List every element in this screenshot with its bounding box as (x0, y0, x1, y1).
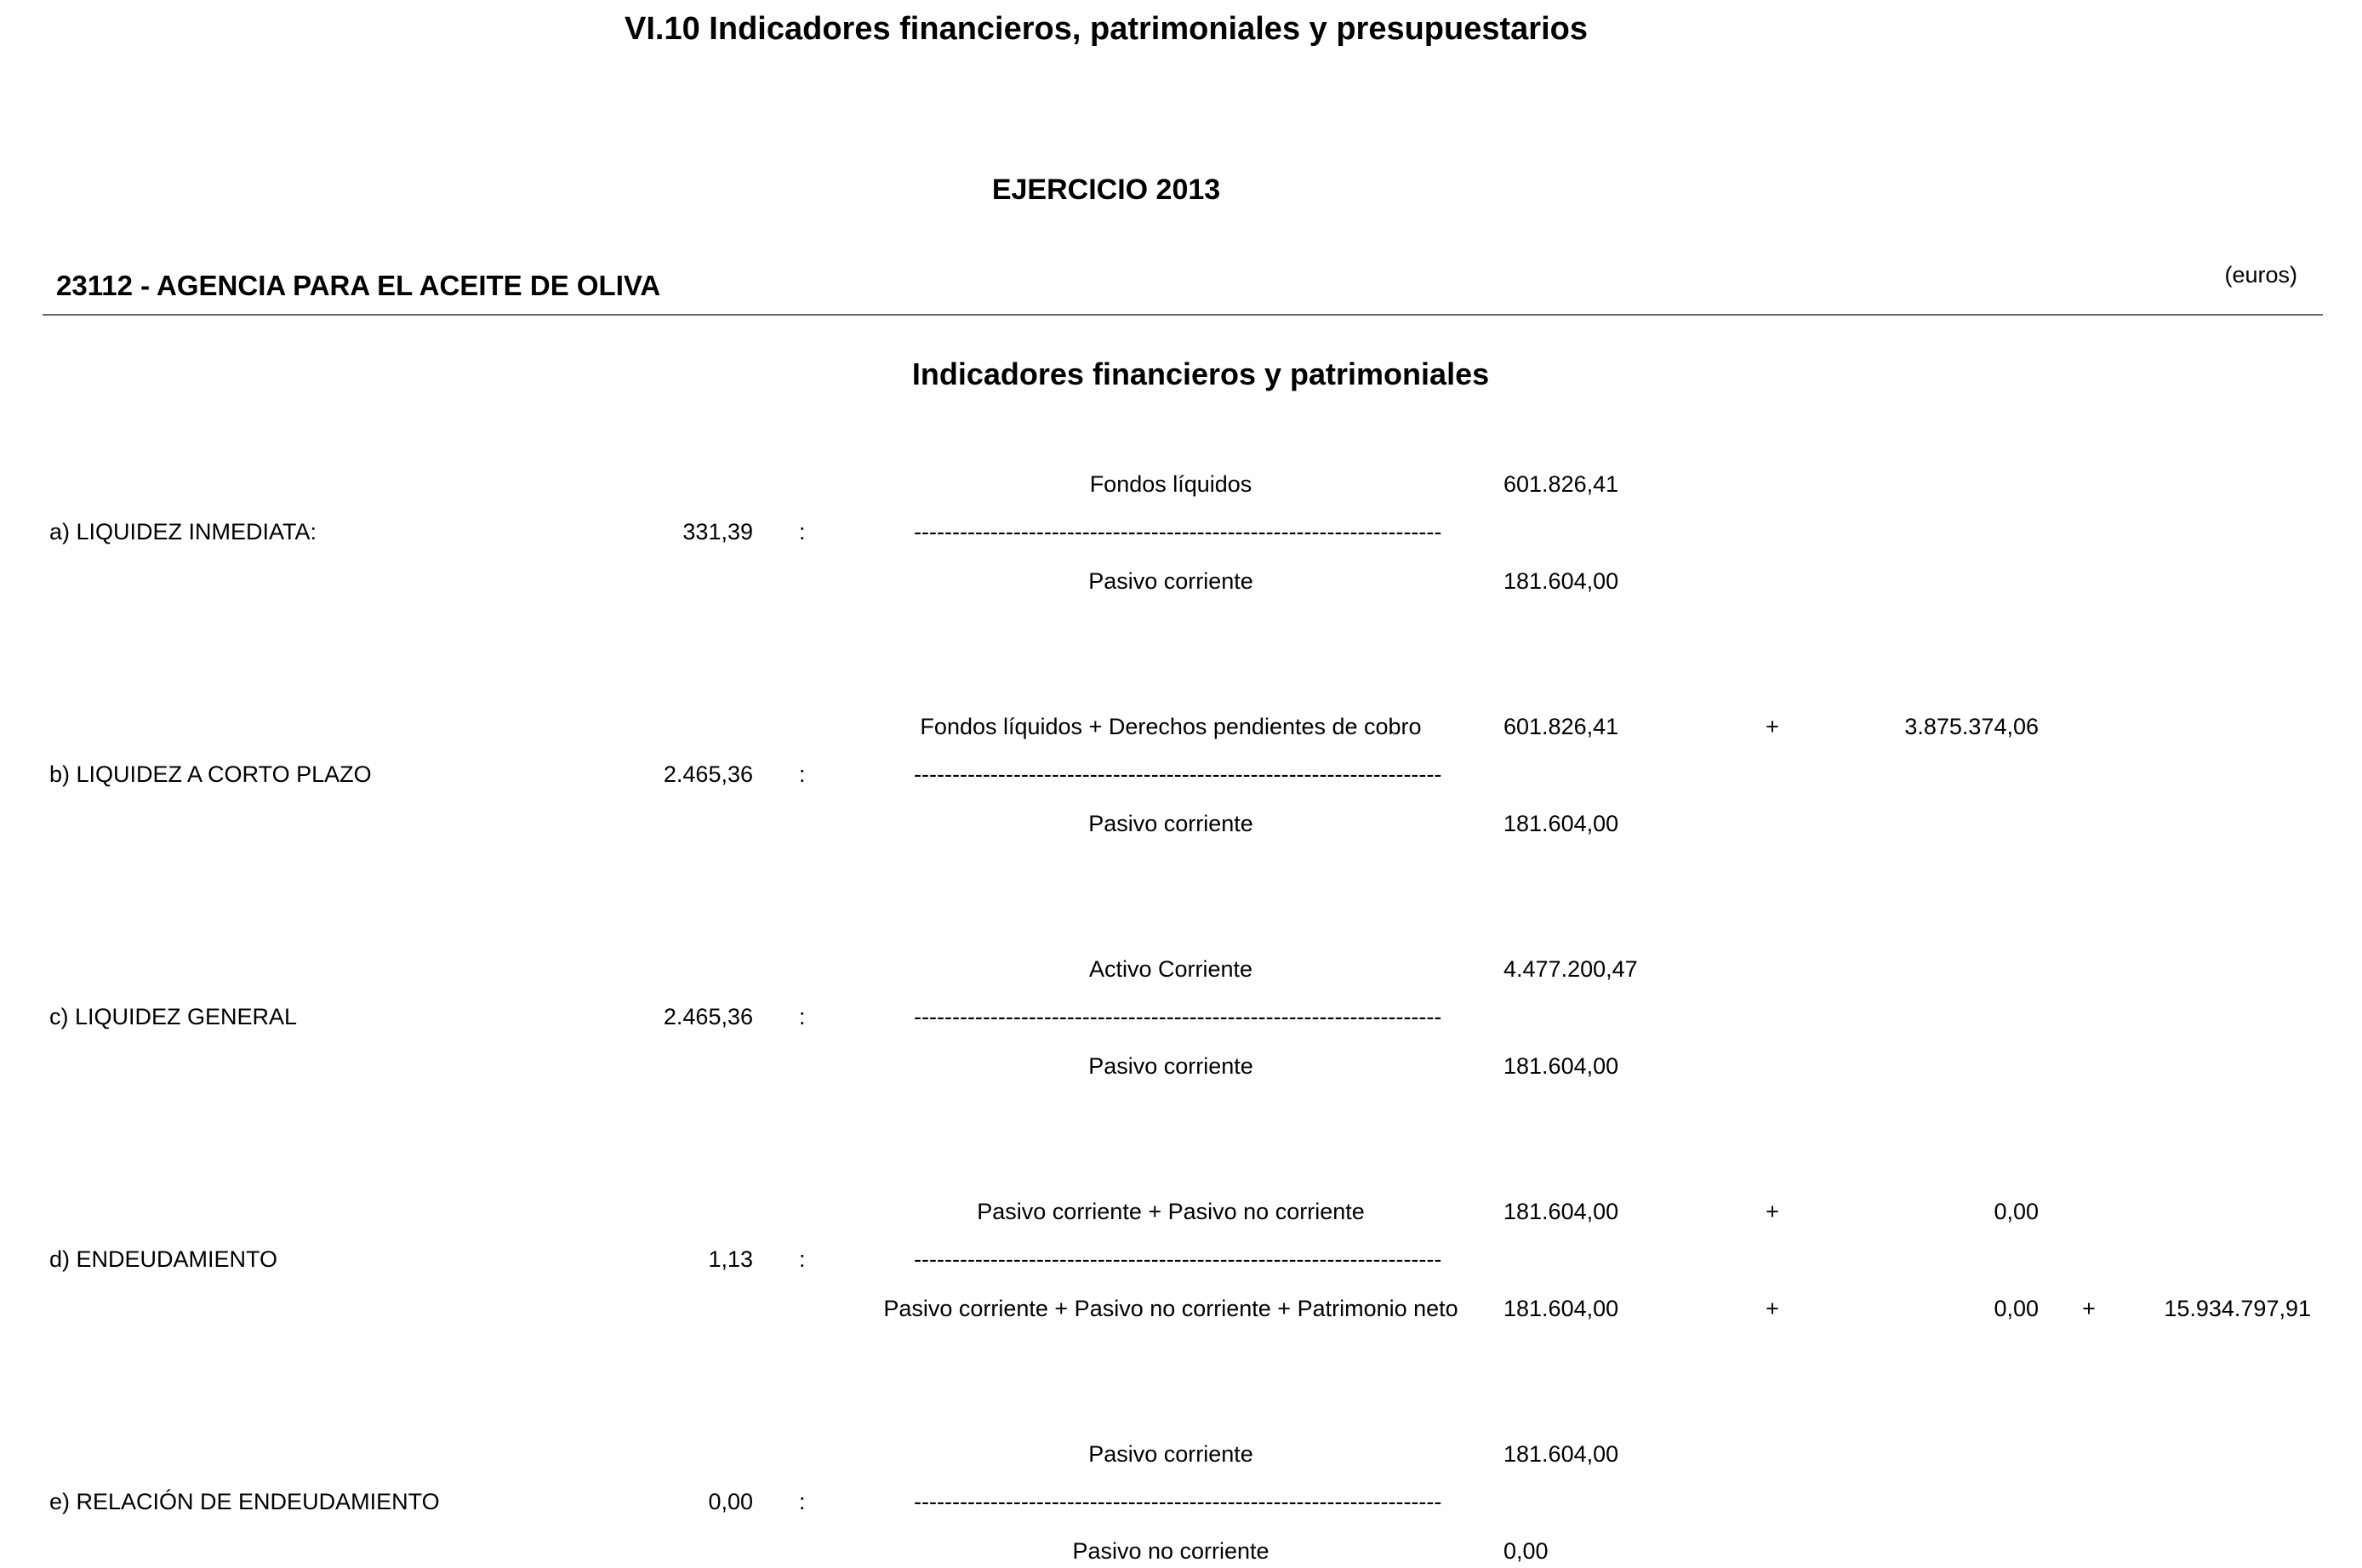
denominator-label: Pasivo no corriente (1072, 1538, 1269, 1564)
fraction-separator: --------------------------------------------------------------------- (914, 519, 1442, 545)
fraction-separator: --------------------------------------------------------------------- (914, 1004, 1442, 1029)
indicator-label: d) ENDEUDAMIENTO (49, 1246, 278, 1272)
numerator-value-2: 3.875.374,06 (1904, 714, 2039, 739)
indicator-label: a) LIQUIDEZ INMEDIATA: (49, 519, 317, 545)
indicator-value: 1,13 (708, 1246, 753, 1272)
denominator-label: Pasivo corriente + Pasivo no corriente + Patrimonio neto (883, 1296, 1458, 1321)
indicator-colon: : (799, 761, 806, 787)
denominator-value-1: 181.604,00 (1503, 811, 1619, 836)
numerator-value-2: 0,00 (1994, 1199, 2039, 1224)
numerator-label: Pasivo corriente + Pasivo no corriente (977, 1199, 1365, 1224)
indicator-label: b) LIQUIDEZ A CORTO PLAZO (49, 761, 372, 787)
indicator-value: 2.465,36 (663, 761, 753, 787)
numerator-value-1: 181.604,00 (1503, 1441, 1619, 1467)
indicator-value: 331,39 (682, 519, 753, 545)
numerator-label: Fondos líquidos + Derechos pendientes de cobro (920, 714, 1422, 739)
fraction-separator: --------------------------------------------------------------------- (914, 1489, 1442, 1514)
indicator-colon: : (799, 1246, 806, 1272)
denominator-operator-2: + (2082, 1296, 2096, 1321)
numerator-value-1: 181.604,00 (1503, 1199, 1619, 1224)
fraction-separator: --------------------------------------------------------------------- (914, 1246, 1442, 1272)
denominator-value-1: 181.604,00 (1503, 1296, 1619, 1321)
section-title: Indicadores financieros y patrimoniales (911, 356, 1490, 391)
fraction-separator: --------------------------------------------------------------------- (914, 761, 1442, 787)
denominator-value-1: 0,00 (1503, 1538, 1549, 1564)
numerator-label: Fondos líquidos (1089, 471, 1252, 497)
numerator-label: Pasivo corriente (1088, 1441, 1253, 1467)
denominator-value-3: 15.934.797,91 (2164, 1296, 2311, 1321)
numerator-label: Activo Corriente (1088, 956, 1253, 982)
indicator-label: c) LIQUIDEZ GENERAL (49, 1004, 298, 1029)
numerator-value-1: 4.477.200,47 (1503, 956, 1638, 982)
exercise-year: EJERCICIO 2013 (991, 174, 1221, 206)
indicator-colon: : (799, 1489, 806, 1514)
document-title: VI.10 Indicadores financieros, patrimoniales y presupuestarios (625, 11, 1588, 47)
numerator-value-1: 601.826,41 (1503, 471, 1619, 497)
header-divider (43, 314, 2323, 316)
denominator-value-1: 181.604,00 (1503, 1053, 1619, 1079)
entity-name: 23112 - AGENCIA PARA EL ACEITE DE OLIVA (56, 270, 661, 301)
denominator-operator-1: + (1766, 1296, 1779, 1321)
currency-units: (euros) (2224, 262, 2297, 288)
denominator-value-2: 0,00 (1994, 1296, 2039, 1321)
denominator-label: Pasivo corriente (1088, 811, 1253, 836)
numerator-operator-1: + (1766, 714, 1779, 739)
indicator-value: 0,00 (708, 1489, 753, 1514)
denominator-value-1: 181.604,00 (1503, 568, 1619, 594)
indicator-colon: : (799, 1004, 806, 1029)
numerator-value-1: 601.826,41 (1503, 714, 1619, 739)
denominator-label: Pasivo corriente (1088, 1053, 1253, 1079)
indicator-label: e) RELACIÓN DE ENDEUDAMIENTO (49, 1489, 440, 1514)
denominator-label: Pasivo corriente (1088, 568, 1253, 594)
numerator-operator-1: + (1766, 1199, 1779, 1224)
indicator-colon: : (799, 519, 806, 545)
indicator-value: 2.465,36 (663, 1004, 753, 1029)
